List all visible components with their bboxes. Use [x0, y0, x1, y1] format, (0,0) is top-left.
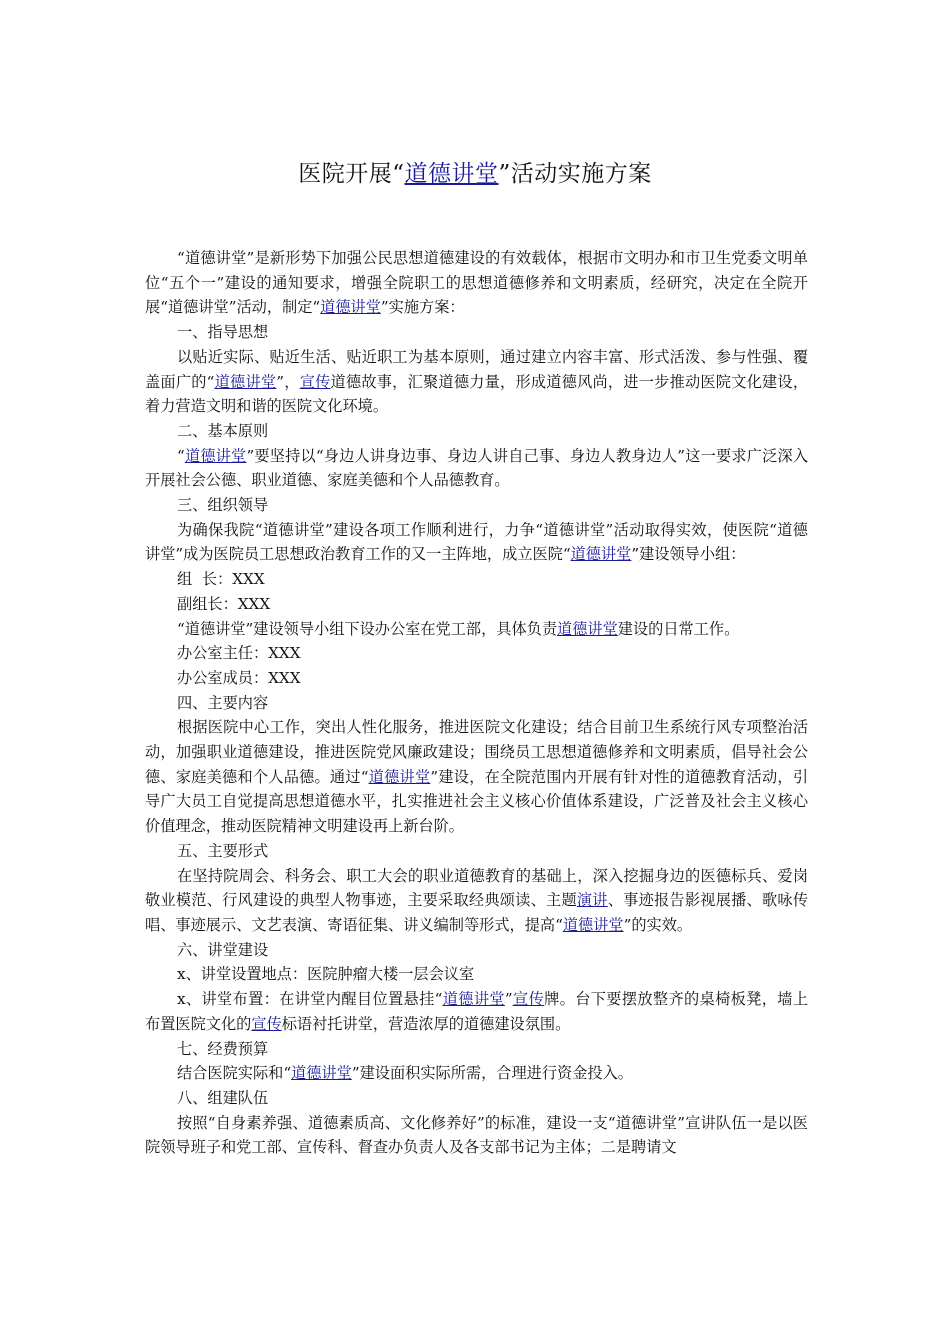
moral-lecture-link[interactable]: 道德讲堂	[184, 446, 247, 465]
moral-lecture-link[interactable]: 道德讲堂	[368, 767, 431, 786]
moral-lecture-link[interactable]: 道德讲堂	[214, 372, 277, 391]
paragraph-text: 结合医院实际和“	[177, 1064, 292, 1083]
office-director-line: 办公室主任：XXX	[177, 644, 301, 663]
paragraph-text: “道德讲堂”建设领导小组下设办公室在党工部，具体负责	[177, 619, 558, 638]
paragraph-text: ”建设面积实际所需，合理进行资金投入。	[351, 1064, 633, 1083]
section-heading: 四、主要内容	[177, 693, 269, 712]
title-suffix: 活动实施方案	[510, 161, 652, 187]
intro-text-end: ”实施方案：	[380, 298, 465, 317]
paragraph-text: 牌。台下要摆放整齐的桌椅板凳，墙上布置医院文化的	[145, 990, 809, 1033]
section-heading: 二、基本原则	[177, 421, 269, 440]
moral-lecture-link[interactable]: 道德讲堂	[557, 619, 618, 638]
venue-line: x、讲堂设置地点：医院肿瘤大楼一层会议室	[177, 965, 475, 984]
paragraph-text: ”建设领导小组：	[631, 545, 746, 564]
section-heading: 五、主要形式	[177, 841, 269, 860]
section-paragraph: 按照“自身素养强、道德素质高、文化修养好”的标准，建设一支“道德讲堂”宣讲队伍一是以医院领导班子和党工部、宣传科、督查办负责人及各支部书记为主体；二是聘请文	[145, 1113, 808, 1157]
section-paragraph	[145, 1061, 808, 1086]
section-paragraph	[145, 987, 808, 1036]
moral-lecture-link[interactable]: 道德讲堂	[320, 298, 381, 317]
section-heading: 三、组织领导	[177, 496, 269, 515]
intro-text: “道德讲堂”是新形势下加强公民思想道德建设的有效载体，根据市文明办和市卫生党委文明单位“五个一”建设的通知要求，增强全院职工的思想道德修养和文明素质，经研究，决定在全院开展“道德讲堂”活动，制定“	[145, 249, 808, 317]
section-paragraph	[145, 444, 808, 493]
page-title	[0, 156, 950, 192]
paragraph-text: ”，	[276, 372, 300, 391]
moral-lecture-link[interactable]: 道德讲堂	[291, 1064, 352, 1083]
office-members-line: 办公室成员：XXX	[177, 668, 301, 687]
title-right-quote: ”	[498, 161, 511, 187]
paragraph-text: ”要坚持以“身边人讲身边事、身边人讲自己事、身边人教身边人”这一要求广泛深入开展社会公德、职业道德、家庭美德和个人品德教育。	[145, 446, 809, 490]
title-left-quote: “	[392, 161, 405, 187]
publicity-link[interactable]: 宣传	[299, 372, 331, 391]
moral-lecture-link[interactable]: 道德讲堂	[442, 990, 505, 1009]
intro-paragraph	[145, 246, 808, 320]
section-heading: 一、指导思想	[177, 323, 269, 342]
leader-line: 组 长：XXX	[177, 570, 265, 589]
title-link[interactable]: 道德讲堂	[404, 161, 499, 187]
paragraph-text: “	[177, 446, 185, 465]
paragraph-text: 建设的日常工作。	[617, 619, 740, 638]
document-body	[145, 246, 808, 1160]
paragraph-text: ”的实效。	[623, 915, 693, 934]
paragraph-text: 道德故事，汇聚道德力量，形成道德风尚，进一步推动医院文化建设，着力营造文明和谐的医院文化环境。	[145, 372, 809, 416]
paragraph-text: 在坚持院周会、科务会、职工大会的职业道德教育的基础上，深入挖掘身边的医德标兵、爱岗敬业模范、行风建设的典型人物事迹，主要采取经典颂读、主题	[145, 866, 808, 910]
title-prefix: 医院开展	[298, 161, 393, 187]
paragraph-text: ”建设，在全院范围内开展有针对性的道德教育活动，引导广大员工自觉提高思想道德水平，扎实推进社会主义核心价值体系建设，广泛普及社会主义核心价值理念，推动医院精神文明建设再上新台阶。	[145, 767, 809, 836]
section-heading: 七、经费预算	[177, 1039, 269, 1058]
paragraph-text: 以贴近实际、贴近生活、贴近职工为基本原则，通过建立内容丰富、形式活泼、参与性强、覆盖面广的“	[145, 347, 808, 391]
speech-link[interactable]: 演讲	[576, 891, 608, 910]
paragraph-text: 为确保我院“道德讲堂”建设各项工作顺利进行，力争“道德讲堂”活动取得实效，使医院“道德讲堂”成为医院员工思想政治教育工作的又一主阵地，成立医院“	[145, 520, 808, 564]
section-heading: 六、讲堂建设	[177, 940, 269, 959]
section-paragraph	[145, 864, 808, 938]
deputy-leader-line: 副组长：XXX	[177, 594, 271, 613]
moral-lecture-link[interactable]: 道德讲堂	[562, 915, 624, 934]
publicity-link[interactable]: 宣传	[251, 1014, 282, 1033]
paragraph-text: 、事迹报告影视展播、歌咏传唱、事迹展示、文艺表演、寄语征集、讲义编制等形式，提高“	[145, 891, 809, 934]
office-paragraph	[145, 617, 808, 642]
section-paragraph	[145, 518, 808, 567]
moral-lecture-link[interactable]: 道德讲堂	[570, 545, 632, 564]
section-paragraph	[145, 345, 808, 419]
section-heading: 八、组建队伍	[177, 1088, 269, 1107]
paragraph-text: 根据医院中心工作，突出人性化服务，推进医院文化建设；结合目前卫生系统行风专项整治活动，加强职业道德建设，推进医院党风廉政建设；围绕员工思想道德修养和文明素质，倡导社会公德、家庭美德和个人品德。通过“	[145, 718, 808, 786]
paragraph-text: 标语衬托讲堂，营造浓厚的道德建设氛围。	[281, 1014, 571, 1033]
section-paragraph	[145, 715, 808, 839]
publicity-link[interactable]: 宣传	[512, 990, 545, 1009]
paragraph-text: ”	[504, 990, 513, 1009]
paragraph-text: x、讲堂布置：在讲堂内醒目位置悬挂“	[177, 990, 443, 1009]
